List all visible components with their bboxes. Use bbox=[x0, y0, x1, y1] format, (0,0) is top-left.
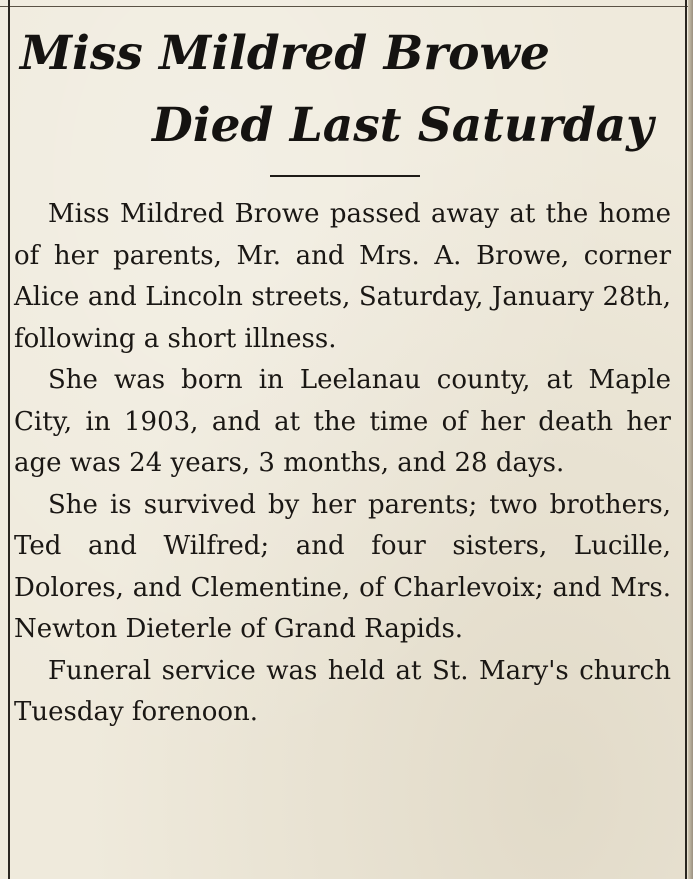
column-rule-top bbox=[0, 6, 693, 7]
paragraph-birth: She was born in Leelanau county, at Maple City, in 1903, and at the time of her death her age was 24 years, 3 months, and 28 days. bbox=[14, 365, 671, 478]
paragraph-survivors: She is survived by her parents; two brothers, Ted and Wilfred; and four sisters, Lucille, Dolores, and Clementine, of Charlevoix; and Mrs. Newton Dieterle of Grand Rapids. bbox=[14, 489, 671, 644]
headline-line-2: Died Last Saturday bbox=[152, 98, 654, 153]
paragraph-death-notice: Miss Mildred Browe passed away at the home of her parents, Mr. and Mrs. A. Browe, corner Alice and Lincoln streets, Saturday, January 28th, following a short illness. bbox=[14, 199, 671, 354]
paragraph-funeral: Funeral service was held at St. Mary's church Tuesday forenoon. bbox=[14, 655, 671, 727]
column-rule-right bbox=[685, 0, 687, 879]
headline-divider bbox=[270, 175, 420, 177]
paper-edge bbox=[688, 0, 693, 879]
headline-line-1: Miss Mildred Browe bbox=[20, 26, 550, 81]
article-body bbox=[14, 194, 671, 734]
column-rule-left bbox=[8, 0, 10, 879]
